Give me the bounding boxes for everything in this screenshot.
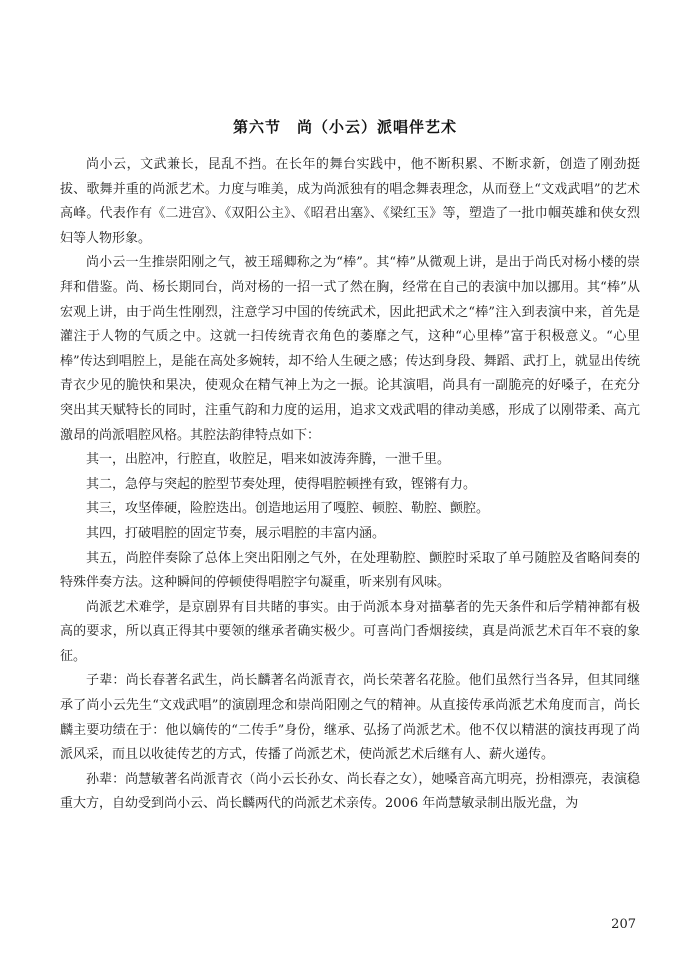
paragraph: 尚小云一生推崇阳刚之气，被王瑶卿称之为“棒”。其“棒”从微观上讲，是出于尚氏对杨小楼的崇拜和借鉴。尚、杨长期同台，尚对杨的一招一式了然在胸，经常在自己的表演中加以挪用。其“棒”从宏观上讲，由于尚生性刚烈，注意学习中国的传统武术，因此把武术之“棒”注入到表演中来，首先是灌注于人物的气质之中。这就一扫传统青衣角色的萎靡之气，这种“心里棒”富于积极意义。“心里棒”传达到唱腔上，是能在高处多婉转，却不给人生硬之感；传达到身段、舞蹈、武打上，就显出传统青衣少见的脆快和果决，使观众在精气神上为之一振。论其演唱，尚具有一副脆亮的好嗓子，在充分突出其天赋特长的同时，注重气韵和力度的运用，追求文戏武唱的律动美感，形成了以刚带柔、高亢激昂的尚派唱腔风格。其腔法韵律特点如下： — [60, 255, 640, 443]
paragraph: 孙辈：尚慧敏著名尚派青衣（尚小云长孙女、尚长春之女），她嗓音高亢明亮，扮相漂亮，表演稳重大方，自幼受到尚小云、尚长麟两代的尚派艺术亲传。2006 年尚慧敏录制出版光盘，为 — [60, 771, 640, 812]
paragraph: 其四，打破唱腔的固定节奏，展示唱腔的丰富内涵。 — [86, 525, 386, 541]
section-heading: 第六节 尚（小云）派唱伴艺术 — [232, 118, 457, 136]
paragraph: 其五，尚腔伴奏除了总体上突出阳刚之气外，在处理勒腔、颤腔时采取了单弓随腔及省略间奏的特殊伴奏方法。这种瞬间的停顿使得唱腔字句凝重，听来别有风味。 — [60, 550, 640, 591]
paragraph: 尚小云，文武兼长，昆乱不挡。在长年的舞台实践中，他不断积累、不断求新，创造了刚劲挺拔、歌舞并重的尚派艺术。力度与唯美，成为尚派独有的唱念舞表理念，从而登上“文戏武唱”的艺术高峰。代表作有《二进宫》、《双阳公主》、《昭君出塞》、《梁红玉》等，塑造了一批巾帼英雄和侠女烈妇等人物形象。 — [60, 157, 640, 246]
paragraph: 其一，出腔冲，行腔直，收腔足，唱来如波涛奔腾，一泄千里。 — [86, 452, 451, 468]
page-number: 207 — [611, 917, 636, 932]
paragraph: 子辈：尚长春著名武生，尚长麟著名尚派青衣，尚长荣著名花脸。他们虽然行当各异，但其同继承了尚小云先生“文戏武唱”的演剧理念和崇尚阳刚之气的精神。从直接传承尚派艺术角度而言，尚长麟主要功绩在于：他以嫡传的“二传手”身份，继承、弘扬了尚派艺术。他不仅以精湛的演技再现了尚派风采，而且以收徒传艺的方式，传播了尚派艺术，使尚派艺术后继有人、薪火递传。 — [60, 673, 640, 763]
paragraph: 其二，急停与突起的腔型节奏处理，使得唱腔顿挫有致，铿锵有力。 — [86, 476, 477, 492]
paragraph: 尚派艺术难学，是京剧界有目共睹的事实。由于尚派本身对描摹者的先天条件和后学精神都有极高的要求，所以真正得其中要领的继承者确实极少。可喜尚门香烟接续，真是尚派艺术百年不衰的象征。 — [60, 599, 640, 664]
body-text — [60, 153, 640, 817]
paragraph: 其三，攻坚俸硬，险腔迭出。创造地运用了嘎腔、顿腔、勒腔、颤腔。 — [86, 501, 490, 517]
